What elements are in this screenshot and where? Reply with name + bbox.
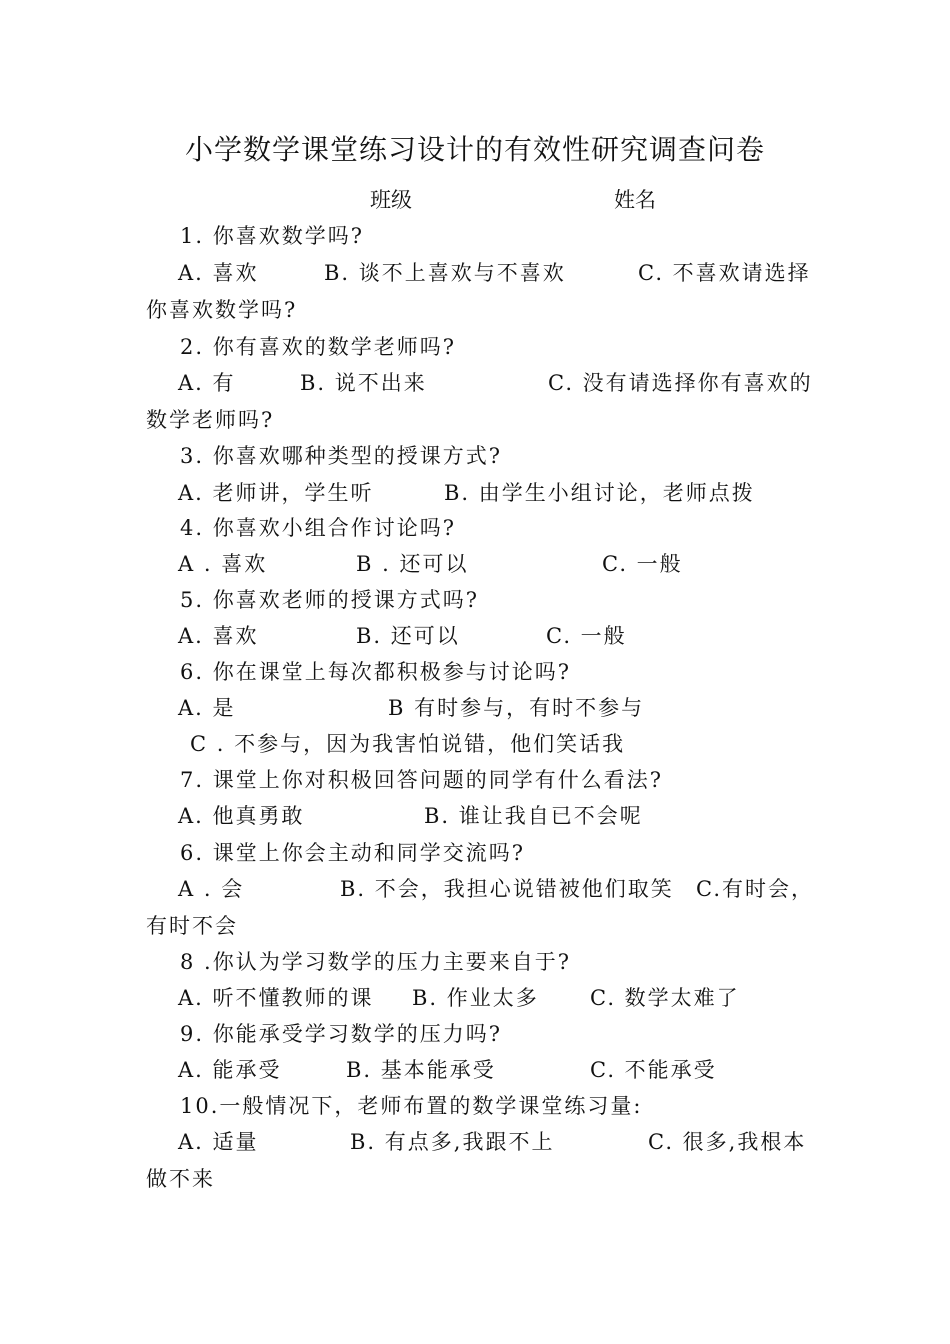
page-title: 小学数学课堂练习设计的有效性研究调查问卷 <box>184 133 765 166</box>
q6b-option-b: B. 不会，我担心说错被他们取笑 <box>340 877 674 901</box>
q2-option-a: A. 有 <box>178 371 236 395</box>
question-4: 4. 你喜欢小组合作讨论吗? <box>180 516 456 540</box>
q8-option-a: A. 听不懂教师的课 <box>178 986 374 1010</box>
question-6-second: 6. 课堂上你会主动和同学交流吗? <box>180 841 525 865</box>
q1-option-c-continued: 你喜欢数学吗? <box>146 298 298 322</box>
q3-option-a: A. 老师讲，学生听 <box>178 481 374 505</box>
q6-option-c: C . 不参与，因为我害怕说错，他们笑话我 <box>190 732 626 756</box>
q6b-option-a: A . 会 <box>178 877 245 901</box>
q1-option-c: C. 不喜欢请选择 <box>638 261 811 285</box>
question-7: 7. 课堂上你对积极回答问题的同学有什么看法? <box>180 768 663 792</box>
q10-option-b: B. 有点多,我跟不上 <box>350 1130 555 1154</box>
q7-option-a: A. 他真勇敢 <box>178 804 305 828</box>
question-10: 10.一般情况下，老师布置的数学课堂练习量: <box>180 1094 643 1118</box>
question-5: 5. 你喜欢老师的授课方式吗? <box>180 588 479 612</box>
q2-option-b: B. 说不出来 <box>300 371 427 395</box>
q10-option-c: C. 很多,我根本 <box>648 1130 807 1154</box>
q1-option-b: B. 谈不上喜欢与不喜欢 <box>324 261 566 285</box>
question-2: 2. 你有喜欢的数学老师吗? <box>180 335 456 359</box>
q9-option-a: A. 能承受 <box>178 1058 282 1082</box>
question-3: 3. 你喜欢哪种类型的授课方式? <box>180 444 502 468</box>
q4-option-a: A . 喜欢 <box>178 552 268 576</box>
question-9: 9. 你能承受学习数学的压力吗? <box>180 1022 502 1046</box>
q2-option-c-continued: 数学老师吗? <box>146 408 275 432</box>
q7-option-b: B. 谁让我自已不会呢 <box>424 804 643 828</box>
q8-option-c: C. 数学太难了 <box>590 986 740 1010</box>
q6-option-b: B 有时参与，有时不参与 <box>388 696 645 720</box>
q3-option-b: B. 由学生小组讨论，老师点拨 <box>444 481 755 505</box>
q8-option-b: B. 作业太多 <box>412 986 539 1010</box>
q2-option-c: C. 没有请选择你有喜欢的 <box>548 371 813 395</box>
q5-option-a: A. 喜欢 <box>178 624 259 648</box>
q4-option-c: C. 一般 <box>602 552 683 576</box>
q10-option-c-continued: 做不来 <box>146 1167 215 1191</box>
name-label: 姓名 <box>614 188 656 212</box>
q10-option-a: A. 适量 <box>178 1130 259 1154</box>
q5-option-b: B. 还可以 <box>356 624 460 648</box>
q6b-option-c-continued: 有时不会 <box>146 914 238 938</box>
q6b-option-c: C.有时会， <box>696 877 814 901</box>
question-6: 6. 你在课堂上每次都积极参与讨论吗? <box>180 660 571 684</box>
question-8: 8 .你认为学习数学的压力主要来自于? <box>180 950 571 974</box>
q4-option-b: B . 还可以 <box>356 552 469 576</box>
q1-option-a: A. 喜欢 <box>178 261 259 285</box>
q9-option-c: C. 不能承受 <box>590 1058 717 1082</box>
q5-option-c: C. 一般 <box>546 624 627 648</box>
question-1: 1. 你喜欢数学吗? <box>180 224 364 248</box>
q9-option-b: B. 基本能承受 <box>346 1058 496 1082</box>
class-label: 班级 <box>370 188 412 212</box>
q6-option-a: A. 是 <box>178 696 236 720</box>
